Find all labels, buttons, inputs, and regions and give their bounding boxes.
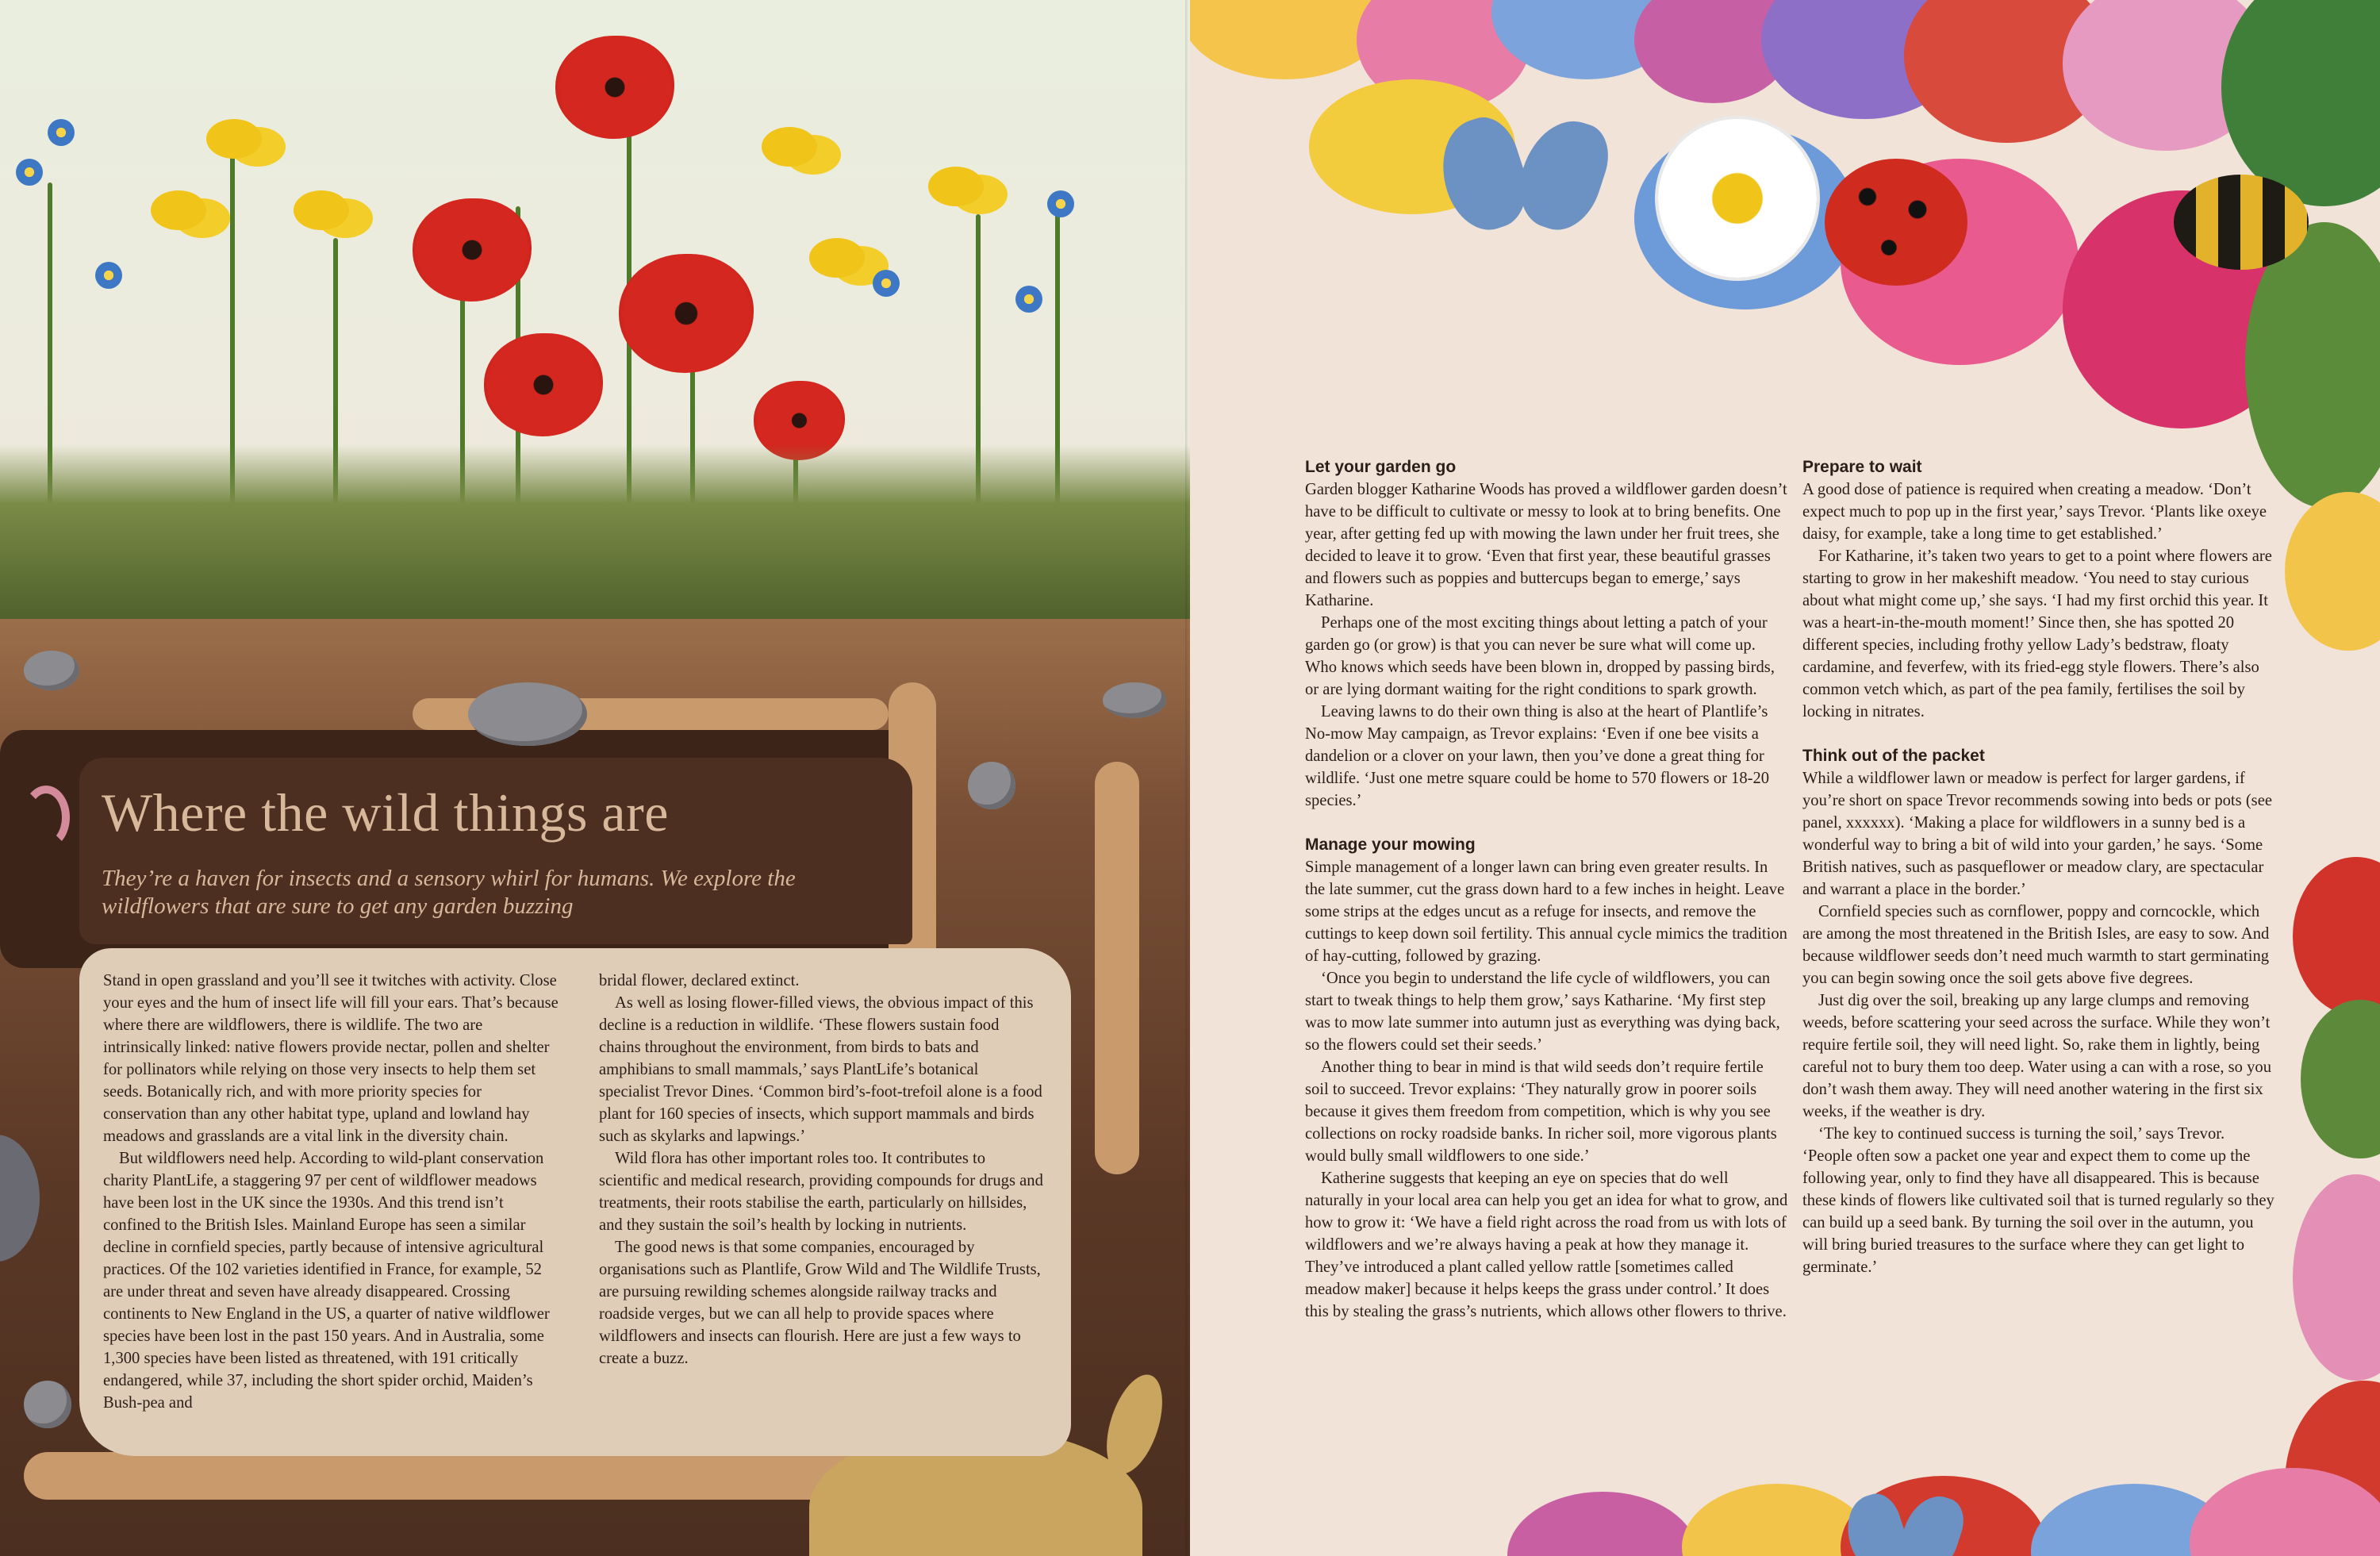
stone <box>24 1381 71 1428</box>
bumblebee <box>2174 175 2309 270</box>
body-paragraph: bridal flower, declared extinct. <box>599 972 800 989</box>
body-paragraph: The good news is that some companies, encouraged by organisations such as Plantlife, Grow Wild and The Wildlife Trusts, are pursuing rewilding schemes alongside railway tracks and roadside verges, but we can all help to provide spaces where wildflowers and insects can flourish. Here are just a few ways to create a buzz. <box>599 1239 1041 1367</box>
body-paragraph: Katherine suggests that keeping an eye on species that do well naturally in your local area can help you get an idea for what to grow, and how to grow it: ‘We have a field right across the road from us with lots of wildflowers and we’re always having a peak at how they manage it. They’ve introduced a plant called yellow rattle [sometimes called meadow maker] because it helps keeps the grass under control.’ It does this by stealing the grass’s nutrients, which allows other flowers to thrive. <box>1305 1170 1788 1320</box>
poppy-flower <box>555 36 674 139</box>
body-paragraph: ‘Once you begin to understand the life cycle of wildflowers, you can start to tweak things to help them grow,’ says Katharine. ‘My first step was to mow late summer into autumn just as everything was dying back, so the flowers could set their seeds.’ <box>1305 970 1780 1054</box>
forget-me-not-flower <box>873 270 900 297</box>
body-paragraph: Cornfield species such as cornflower, poppy and corncockle, which are among the most threatened in the British Isles, are easy to sow. And because wildflower seeds don’t need much warmth to start germinating you can begin sowing once the soil gets above five degrees. <box>1802 903 2270 987</box>
birds-foot-trefoil-flower <box>809 238 865 278</box>
birds-foot-trefoil-flower <box>928 167 984 206</box>
birds-foot-trefoil-flower <box>762 127 817 167</box>
section-heading: Let your garden go <box>1305 458 1457 476</box>
intro-column-2 <box>599 970 1043 1370</box>
birds-foot-trefoil-flower <box>206 119 262 159</box>
article-column-3 <box>1305 456 1789 1323</box>
flower-border-bloom <box>2293 1174 2380 1381</box>
section-heading: Think out of the packet <box>1802 747 1985 765</box>
forget-me-not-flower <box>1047 190 1074 217</box>
stone <box>468 682 587 746</box>
section-heading: Prepare to wait <box>1802 458 1922 476</box>
body-paragraph: Perhaps one of the most exciting things about letting a patch of your garden go (or grow) is that you can never be sure what will come up. Who knows which seeds have been blown in, dropped by passing birds, or are lying dormant waiting for the right conditions to spark growth. <box>1305 614 1775 698</box>
stone <box>24 651 79 690</box>
section-heading: Manage your mowing <box>1305 836 1476 854</box>
stone <box>968 762 1015 809</box>
article-column-4 <box>1802 456 2278 1278</box>
flower-border-bloom <box>2285 492 2380 651</box>
body-paragraph: Stand in open grassland and you’ll see it twitches with activity. Close your eyes and the hum of insect life will fill your ears. That’s because where there are wildflowers, there is wildlife. The two are intrinsically linked: native flowers provide nectar, pollen and shelter for pollinators while relying on those very insects to help them set seeds. Botanically rich, and with more priority species for conservation than any other habitat type, upland and lowland hay meadows and grasslands are a vital link in the diversity chain. <box>103 972 559 1145</box>
body-paragraph: Simple management of a longer lawn can bring even greater results. In the late summer, cut the grass down hard to a few inches in height. Leave some strips at the edges uncut as a refuge for insects, and remove the cuttings to keep down soil fertility. This annual cycle mimics the tradition of hay-cutting, followed by grazing. <box>1305 859 1787 965</box>
body-paragraph: Wild flora has other important roles too. It contributes to scientific and medical research, providing compounds for drugs and treatments, their roots stabilise the earth, particularly on hillsides, and they sustain the soil’s health by locking in nutrients. <box>599 1150 1043 1234</box>
flower-border-bloom <box>1507 1492 1698 1556</box>
body-paragraph: For Katharine, it’s taken two years to get to a point where flowers are starting to grow in her makeshift meadow. ‘You need to stay curious about what might come up,’ she says. ‘I had my first orchid this year. It was a heart-in-the-mouth moment!’ Since then, she has spotted 20 different species, including frothy yellow Lady’s bedstraw, floaty cardamine, and feverfew, with its fried-egg style flowers. There’s also common vetch which, as part of the pea family, fertilises the soil by locking in nitrates. <box>1802 547 2272 720</box>
burrow-tunnel <box>24 1452 896 1500</box>
body-paragraph: While a wildflower lawn or meadow is perfect for larger gardens, if you’re short on space Trevor recommends sowing into beds or pots (see panel, xxxxxx). ‘Making a place for wildflowers in a sunny bed is a wonderful way to bring a bit of wild into your garden,’ he says. ‘Some British natives, such as pasqueflower or meadow clary, are spectacular and warrant a place in the border.’ <box>1802 770 2272 898</box>
blue-butterfly <box>1444 119 1603 246</box>
forget-me-not-flower <box>48 119 75 146</box>
tortoiseshell-butterfly <box>1848 1495 1960 1556</box>
body-paragraph: ‘The key to continued success is turning the soil,’ says Trevor. ‘People often sow a packet one year and expect them to come up the following year, only to find they have all disappeared. This is because these kinds of flowers like cultivated soil that is turned regularly so they can build up a seed bank. By turning the soil over in the autumn, you will bring buried treasures to the surface where they can get light to germinate.’ <box>1802 1125 2274 1276</box>
body-paragraph: Just dig over the soil, breaking up any large clumps and removing weeds, before scattering your seed across the surface. While they won’t require fertile soil, they will need light. So, rake them in lightly, being careful not to bury them too deep. Water using a can with a rose, so you don’t wash them away. They will need another watering in the first six weeks, if the weather is dry. <box>1802 992 2272 1120</box>
poppy-flower <box>413 198 532 302</box>
birds-foot-trefoil-flower <box>294 190 349 230</box>
body-paragraph: As well as losing flower-filled views, the obvious impact of this decline is a reduction in wildlife. ‘These flowers sustain food chains throughout the environment, from birds to bats and amphibians to small mammals,’ says PlantLife’s botanical specialist Trevor Dines. ‘Common bird’s-foot-trefoil alone is a food plant for 160 species of insects, which support mammals and birds such as skylarks and lapwings.’ <box>599 994 1042 1145</box>
intro-column-1 <box>103 970 563 1414</box>
body-paragraph: Leaving lawns to do their own thing is also at the heart of Plantlife’s No-mow May campaign, as Trevor explains: ‘Even if one bee visits a dandelion or a clover on your lawn, then you’ve done a great thing for wildlife. ‘Just one metre square could be home to 570 flowers or 18-20 species.’ <box>1305 703 1770 809</box>
birds-foot-trefoil-flower <box>151 190 206 230</box>
feature-headline: Where the wild things are <box>102 782 669 843</box>
feature-standfirst: They’re a haven for insects and a sensory whirl for humans. We explore the wildflowers that are sure to get any garden buzzing <box>102 866 796 919</box>
flower-border-bloom <box>2190 1468 2380 1556</box>
forget-me-not-flower <box>95 262 122 289</box>
flower-border-bloom <box>2293 857 2380 1016</box>
flower-border-bloom <box>2301 1000 2380 1158</box>
forget-me-not-flower <box>16 159 43 186</box>
earthworm <box>22 786 70 849</box>
poppy-flower <box>619 254 754 373</box>
burrow-tunnel <box>1095 762 1139 1174</box>
grass-layer <box>0 444 1190 643</box>
forget-me-not-flower <box>1015 286 1042 313</box>
body-paragraph: Garden blogger Katharine Woods has proved a wildflower garden doesn’t have to be difficult to cultivate or messy to look at to bring benefits. One year, after getting fed up with mowing the lawn under her fruit trees, she decided to leave it to grow. ‘Even that first year, these beautiful grasses and flowers such as poppies and buttercups began to emerge,’ says Katharine. <box>1305 481 1787 609</box>
ladybird <box>1825 159 1967 286</box>
body-paragraph: But wildflowers need help. According to wild-plant conservation charity PlantLife, a staggering 97 per cent of wildflower meadows have been lost in the UK since the 1930s. And this trend isn’t confined to the British Isles. Mainland Europe has seen a similar decline in cornfield species, partly because of intensive agricultural practices. Of the 102 varieties identified in France, for example, 52 are under threat and seven have already disappeared. Crossing continents to New England in the US, a quarter of native wildflower species have been lost in the past 150 years. And in Australia, some 1,300 species have been listed as threatened, with 191 critically endangered, while 37, including the short spider orchid, Maiden’s Bush-pea and <box>103 1150 550 1412</box>
oxeye-daisy <box>1658 119 1817 278</box>
page-gutter <box>1185 0 1188 1556</box>
poppy-flower <box>484 333 603 436</box>
body-paragraph: A good dose of patience is required when creating a meadow. ‘Don’t expect much to pop up in the first year,’ says Trevor. ‘Plants like oxeye daisy, for example, take a long time to get established.’ <box>1802 481 2267 543</box>
body-paragraph: Another thing to bear in mind is that wild seeds don’t require fertile soil to succeed. Trevor explains: ‘They naturally grow in poorer soils because it gives them freedom from competition, which is why you see collections on rocky roadside banks. In richer soil, more vigorous plants would bully small wildflowers to one side.’ <box>1305 1058 1777 1165</box>
stone <box>1103 682 1166 718</box>
